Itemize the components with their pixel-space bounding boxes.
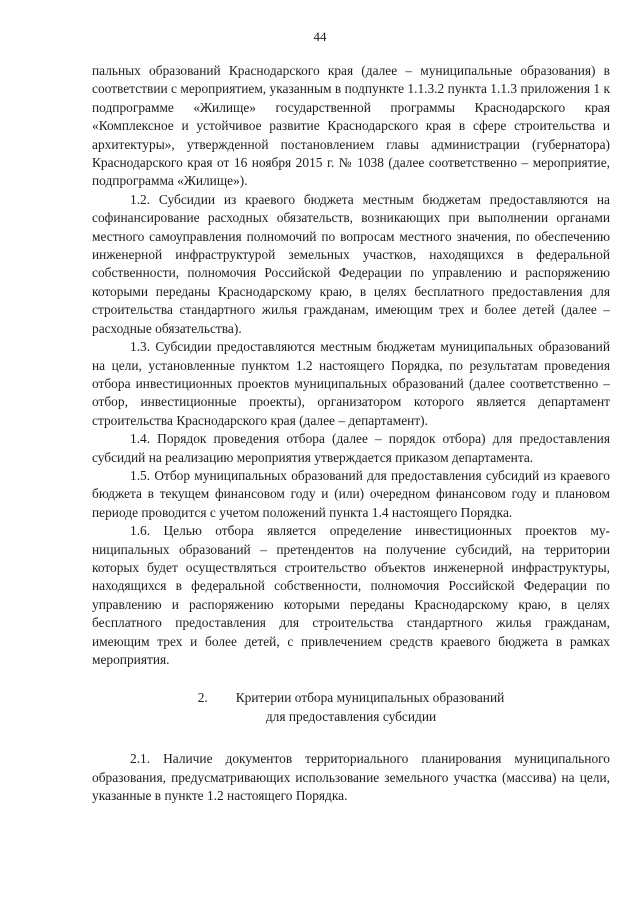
section-number: 2.	[197, 690, 208, 706]
document-body	[92, 62, 610, 805]
paragraph-2-1: 2.1. Наличие документов территориального планирования муниципального образования, предусматривающих использование земельного участка (массива) на цели, указанные в пункте 1.2 настоящего Порядка.	[92, 751, 610, 804]
paragraph-1-4: 1.4. Порядок проведения отбора (далее – порядок отбора) для предоставления субсидий на реализацию мероприятия утверждается приказом департамента.	[92, 431, 610, 465]
paragraph-1-2: 1.2. Субсидии из краевого бюджета местным бюджетам предоставляются на софинансирование расходных обязательств, возникающих при выполнении органами местного самоуправления полномочий по вопросам местного значения, по обеспечению инженерной инфраструктурой земельных участков, находящихся в федеральной собственности, полномочия Российской Федерации по управлению и распоряжению которыми переданы Краснодарскому краю, в целях бесплатного предоставления для строительства стандартного жилья гражданам, имеющим трех и более детей (далее – расходные обязательства).	[92, 191, 610, 336]
paragraph-1-5: 1.5. Отбор муниципальных образований для предоставления субсидий из краевого бюджета в текущем финансовом году и (или) очередном финансовом году и плановом периоде проводится с учетом положений пункта 1.4 настоящего Порядка.	[92, 467, 610, 520]
page-number: 44	[313, 29, 327, 44]
section-title-line-2: для предоставления субсидии	[265, 708, 437, 724]
paragraph-1-6: 1.6. Целью отбора является определение инвестиционных проектов муниципальных образований – претендентов на получение субсидий, на территории которых будет осуществляться строительство объектов инженерной инфраструктуры, находящихся в федеральной собственности, полномочия Российской Федерации по управлению и распоряжению которыми переданы Краснодарскому краю, в целях бесплатного предоставления для строительства стандартного жилья гражданам, имеющим трех и более детей, с привлечением средств краевого бюджета в рамках мероприятия.	[92, 523, 610, 667]
section-heading	[92, 689, 610, 726]
section-title-line-1: Критерии отбора муниципальных образований	[235, 690, 505, 706]
paragraph-1-3: 1.3. Субсидии предоставляются местным бюджетам муниципальных образований на цели, установленные пунктом 1.2 настоящего Порядка, по результатам проведения отбора инвестиционных проектов муниципальных образований (далее соответственно – отбор, инвестиционные проекты), организатором которого является департамент строительства Краснодарского края (далее – департамент).	[92, 339, 610, 428]
continuation-paragraph: пальных образований Краснодарского края (далее – муниципальные образования) в соответствии с мероприятием, указанным в подпункте 1.1.3.2 пункта 1.1.3 приложения 1 к подпрограмме «Жилище» государственной программы Краснодарского края «Комплексное и устойчивое развитие Краснодарского края в сфере строительства и архитектуры», утвержденной постановлением главы администрации (губернатора) Краснодарского края от 16 ноября 2015 г. № 1038 (далее соответственно – мероприятие, подпрограмма «Жилище»).	[92, 63, 610, 189]
